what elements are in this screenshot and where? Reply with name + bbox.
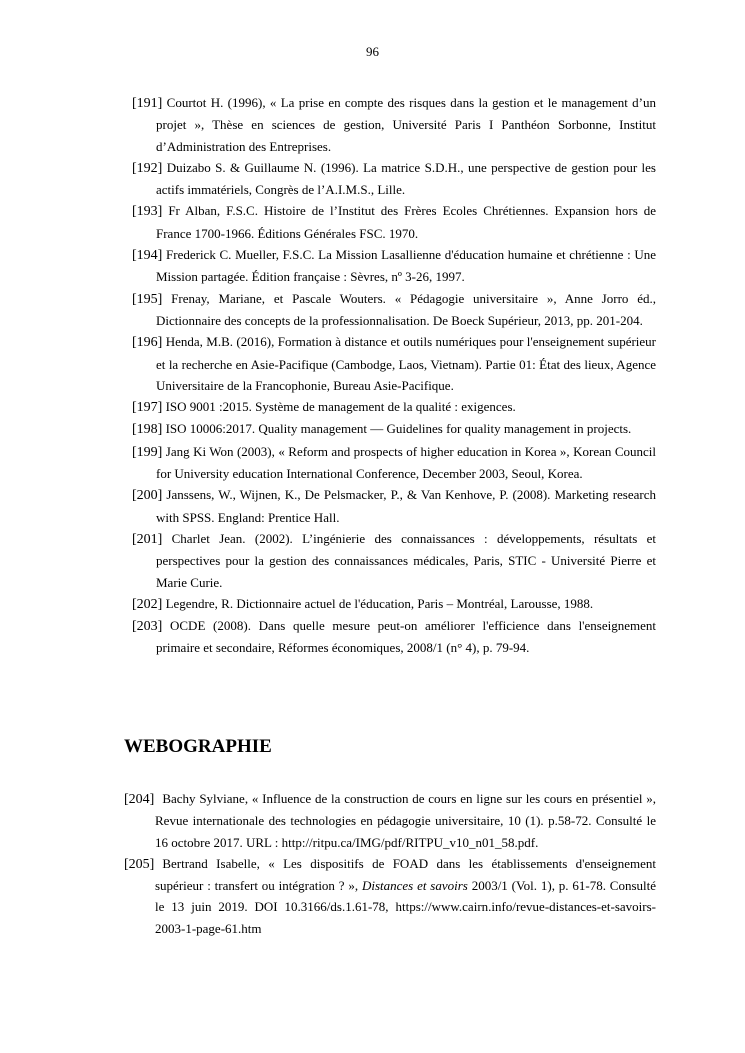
reference-text: Fr Alban, F.S.C. Histoire de l’Institut des Frères Ecoles Chrétiennes. Expansion hors de France 1700-1966. Éditions Générales FSC. 1970.: [156, 203, 657, 241]
reference-item: [132, 157, 656, 201]
reference-item: [132, 418, 656, 440]
reference-number: [203]: [132, 619, 163, 635]
reference-item: [132, 200, 656, 244]
reference-text: ISO 9001 :2015. Système de management de la qualité : exigences.: [165, 399, 516, 415]
reference-number: [198]: [132, 422, 163, 438]
reference-text: Frederick C. Mueller, F.S.C. La Mission Lasallienne d'éducation humaine et chrétienne : Une Mission partagée. Édition française : Sèvres, nº 3-26, 1997.: [156, 247, 657, 285]
reference-text: Bertrand Isabelle, « Les dispositifs de FOAD dans les établissements d'enseignement supérieur : transfert ou intégration ? »,: [155, 855, 656, 894]
reference-text: Charlet Jean. (2002). L’ingénierie des connaissances : développements, résultats et perspectives pour la gestion des connaissances médicales, Paris, STIC - Université Pierre et Marie Curie.: [156, 530, 656, 590]
reference-number: [191]: [132, 96, 163, 111]
reference-text: Legendre, R. Dictionnaire actuel de l'éducation, Paris – Montréal, Larousse, 1988.: [165, 595, 594, 611]
reference-item: [132, 593, 656, 615]
reference-list: [132, 92, 656, 659]
reference-item: [132, 528, 656, 593]
reference-number: [193]: [132, 204, 163, 220]
reference-number: [192]: [132, 160, 163, 176]
reference-item: [132, 92, 656, 157]
reference-text: Janssens, W., Wijnen, K., De Pelsmacker, P., & Van Kenhove, P. (2008). Marketing research with SPSS. England: Prentice Hall.: [156, 487, 656, 525]
reference-number: [197]: [132, 400, 163, 416]
webography-item: [124, 788, 656, 853]
reference-text: Courtot H. (1996), « La prise en compte des risques dans la gestion et le management d’un projet », Thèse en sciences de gestion, Université Paris I Panthéon Sorbonne, Institut d’Administration des Entreprises.: [156, 95, 657, 154]
reference-number: [204]: [124, 792, 155, 807]
reference-item: [132, 288, 656, 332]
reference-number: [195]: [132, 291, 163, 307]
reference-number: [200]: [132, 488, 163, 504]
reference-number: [194]: [132, 248, 163, 264]
webography-heading: WEBOGRAPHIE: [124, 736, 272, 757]
webography-list: [124, 788, 656, 939]
journal-title: Distances et savoirs: [361, 878, 468, 894]
reference-item: [132, 441, 656, 485]
reference-number: [196]: [132, 335, 163, 351]
reference-text: Frenay, Mariane, et Pascale Wouters. « Pédagogie universitaire », Anne Jorro éd., Dictionnaire des concepts de la professionnalisation. De Boeck Supérieur, 2013, pp. 201-204.: [156, 290, 656, 328]
reference-number: [202]: [132, 596, 163, 612]
reference-text: Jang Ki Won (2003), « Reform and prospects of higher education in Korea », Korean Council for University education International Conference, December 2003, Seoul, Korea.: [156, 443, 656, 482]
reference-number: [199]: [132, 444, 163, 460]
reference-item: [132, 615, 656, 659]
page-number: 96: [366, 44, 379, 59]
reference-text: OCDE (2008). Dans quelle mesure peut-on améliorer l'efficience dans l'enseignement primaire et secondaire, Réformes économiques, 2008/1 (n° 4), p. 79-94.: [156, 618, 657, 656]
reference-number: [201]: [132, 531, 163, 547]
reference-text: ISO 10006:2017. Quality management — Guidelines for quality management in projects.: [165, 421, 632, 437]
reference-item: [132, 331, 656, 396]
reference-text: Henda, M.B. (2016), Formation à distance et outils numériques pour l'enseignement supérieur et la recherche en Asie-Pacifique (Cambodge, Laos, Vietnam). Partie 01: État des lieux, Agence Universitaire de la Francophonie, Bureau Asie-Pacifique.: [156, 334, 657, 393]
reference-text: Bachy Sylviane, « Influence de la construction de cours en ligne sur les cours en présentiel », Revue internationale des technologies en pédagogie universitaire, 10 (1). p.58-72. Consulté le 16 octobre 2017. URL : http://ritpu.ca/IMG/pdf/RITPU_v10_n01_58.pdf.: [155, 791, 656, 850]
webography-item: [124, 853, 656, 939]
reference-item: [132, 396, 656, 418]
reference-text-continued: 2003/1 (Vol. 1), p. 61-78. Consulté le 13 juin 2019. DOI 10.3166/ds.1.61-78, https://www.cairn.info/revue-distances-et-savoirs-2003-1-page-61.htm: [155, 878, 657, 936]
reference-item: [132, 244, 656, 288]
reference-text: Duizabo S. & Guillaume N. (1996). La matrice S.D.H., une perspective de gestion pour les actifs immatériels, Congrès de l’A.I.M.S., Lille.: [156, 159, 656, 198]
reference-number: [205]: [124, 856, 155, 872]
reference-item: [132, 484, 656, 528]
